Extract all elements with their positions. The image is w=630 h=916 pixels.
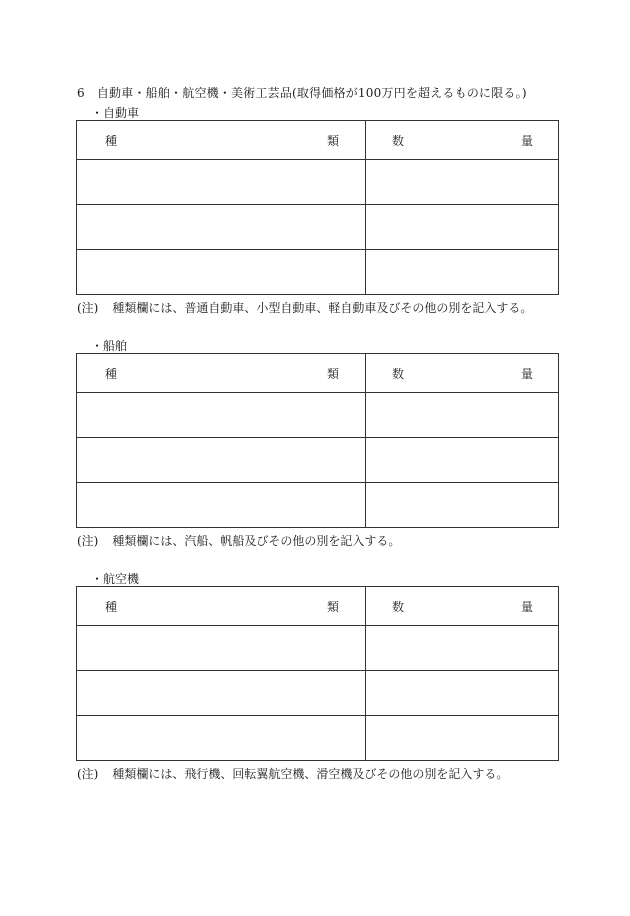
quantity-entry-cell[interactable] [366, 671, 559, 716]
note-prefix: (注) [77, 767, 99, 781]
kind-header-right: 類 [326, 366, 339, 381]
aircraft-label: ・航空機 [91, 572, 140, 586]
table-row [77, 483, 559, 528]
automobile-table [76, 120, 559, 295]
quantity-entry-cell[interactable] [366, 438, 559, 483]
quantity-entry-cell[interactable] [366, 250, 559, 295]
quantity-header-right: 量 [520, 366, 533, 381]
quantity-entry-cell[interactable] [366, 205, 559, 250]
kind-entry-cell[interactable] [77, 160, 366, 205]
kind-entry-cell[interactable] [77, 626, 366, 671]
kind-header-cell [77, 121, 366, 160]
automobile-label: ・自動車 [91, 106, 140, 120]
kind-header-left: 種 [105, 133, 118, 148]
kind-entry-cell[interactable] [77, 205, 366, 250]
aircraft-table [76, 586, 559, 761]
quantity-header-cell [366, 354, 559, 393]
table-row [77, 250, 559, 295]
table-header-row [77, 121, 559, 160]
quantity-header-cell [366, 121, 559, 160]
quantity-entry-cell[interactable] [366, 393, 559, 438]
ship-label: ・船舶 [91, 339, 128, 353]
table-row [77, 393, 559, 438]
kind-header-left: 種 [105, 599, 118, 614]
quantity-header-left: 数 [392, 366, 405, 381]
kind-entry-cell[interactable] [77, 250, 366, 295]
quantity-header-cell [366, 587, 559, 626]
table-row [77, 671, 559, 716]
kind-header-right: 類 [326, 599, 339, 614]
kind-entry-cell[interactable] [77, 716, 366, 761]
table-header-row [77, 587, 559, 626]
section-heading [77, 84, 527, 101]
quantity-entry-cell[interactable] [366, 626, 559, 671]
table-row [77, 205, 559, 250]
note-text: 種類欄には、普通自動車、小型自動車、軽自動車及びその他の別を記入する。 [112, 301, 533, 315]
kind-entry-cell[interactable] [77, 671, 366, 716]
ship-note [77, 532, 400, 549]
quantity-entry-cell[interactable] [366, 716, 559, 761]
quantity-entry-cell[interactable] [366, 160, 559, 205]
note-prefix: (注) [77, 534, 99, 548]
note-text: 種類欄には、汽船、帆船及びその他の別を記入する。 [112, 534, 401, 548]
kind-entry-cell[interactable] [77, 393, 366, 438]
kind-header-right: 類 [326, 133, 339, 148]
note-prefix: (注) [77, 301, 99, 315]
quantity-entry-cell[interactable] [366, 483, 559, 528]
ship-table [76, 353, 559, 528]
table-row [77, 160, 559, 205]
automobile-note [77, 299, 532, 316]
table-row [77, 626, 559, 671]
section-number: 6 [77, 86, 85, 100]
section-title: 自動車・船舶・航空機・美術工芸品(取得価格が100万円を超えるものに限る。) [96, 86, 527, 100]
quantity-header-left: 数 [392, 599, 405, 614]
table-header-row [77, 354, 559, 393]
kind-header-cell [77, 354, 366, 393]
kind-header-left: 種 [105, 366, 118, 381]
quantity-header-right: 量 [520, 133, 533, 148]
table-row [77, 716, 559, 761]
kind-header-cell [77, 587, 366, 626]
aircraft-note [77, 765, 508, 782]
table-row [77, 438, 559, 483]
quantity-header-right: 量 [520, 599, 533, 614]
kind-entry-cell[interactable] [77, 483, 366, 528]
kind-entry-cell[interactable] [77, 438, 366, 483]
quantity-header-left: 数 [392, 133, 405, 148]
note-text: 種類欄には、飛行機、回転翼航空機、滑空機及びその他の別を記入する。 [112, 767, 509, 781]
